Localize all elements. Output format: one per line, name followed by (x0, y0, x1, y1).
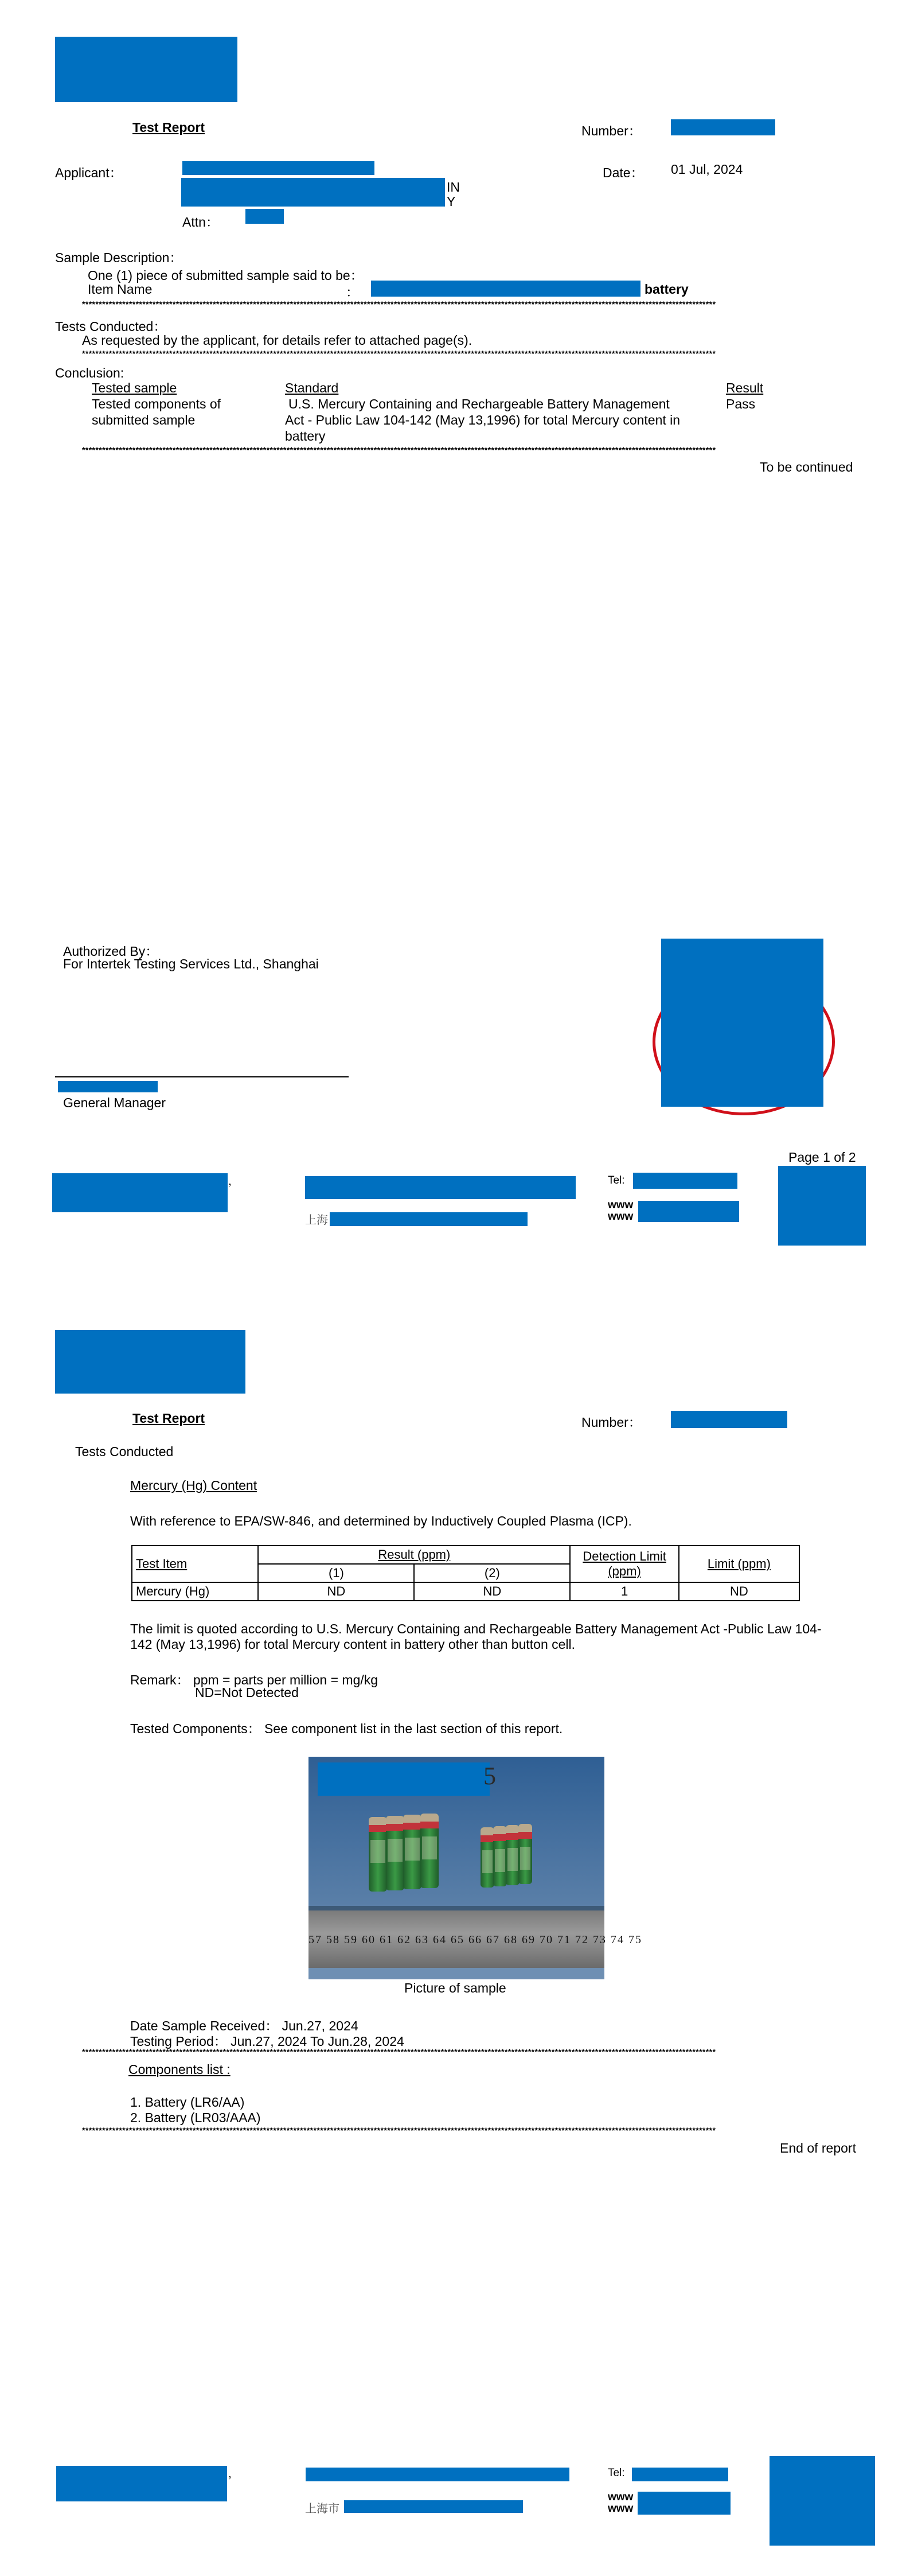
logo-redaction (55, 37, 237, 102)
footer-city-redaction (344, 2500, 523, 2513)
number-redaction (671, 119, 775, 135)
separator-stars: ********************************************************************************************************************************************************************************************* (82, 2047, 716, 2056)
tests-conducted-text: As requested by the applicant, for details refer to attached page(s). (82, 333, 472, 348)
signer-name-redaction (58, 1081, 158, 1092)
reference-text: With reference to EPA/SW-846, and determined by Inductively Coupled Plasma (ICP). (130, 1513, 632, 1528)
limit-note-line2: 142 (May 13,1996) for total Mercury content in battery other than button cell. (130, 1637, 576, 1652)
footer-tel-redaction (633, 1173, 737, 1189)
separator-stars: ********************************************************************************************************************************************************************************************* (82, 349, 716, 358)
item-name-colon: ： (346, 285, 359, 299)
battery-aa (386, 1816, 404, 1890)
battery-aaa (518, 1824, 532, 1884)
col-result: Result (ppm) (258, 1546, 570, 1564)
applicant-suffix-2: Y (447, 194, 456, 209)
footer-www-2: www (608, 1211, 634, 1223)
tested-components-text: Tested Components： See component list in the last section of this report. (130, 1721, 563, 1736)
footer-comma: ， (228, 2468, 239, 2480)
col-result-1: (1) (258, 1564, 414, 1582)
components-list-label: Components list : (128, 2062, 231, 2077)
component-item-2: 2. Battery (LR03/AAA) (130, 2110, 261, 2125)
footer-city-redaction (330, 1212, 528, 1226)
ruler-scale: 57 58 59 60 61 62 63 64 65 66 67 68 69 70 71 72 73 74 75 (308, 1933, 642, 1946)
table-row (132, 1582, 799, 1601)
item-name-suffix: battery (645, 282, 689, 297)
conclusion-sample-line2: submitted sample (92, 413, 196, 427)
col-detection-line2: (ppm) (608, 1564, 641, 1578)
number-redaction (671, 1411, 787, 1428)
photo-tag-digit: 5 (483, 1762, 496, 1790)
attn-redaction (245, 209, 284, 224)
footer-address-redaction (305, 1176, 576, 1199)
footer-comma: ， (228, 1176, 239, 1187)
date-value: 01 Jul, 2024 (671, 162, 743, 177)
footer-www-1: www (608, 2491, 634, 2503)
conclusion-sample-line1: Tested components of (92, 396, 221, 411)
battery-aa (369, 1817, 387, 1892)
for-company: For Intertek Testing Services Ltd., Shanghai (63, 956, 319, 971)
applicant-redaction-1 (182, 161, 374, 175)
footer-tel-redaction (632, 2468, 728, 2481)
authorized-by: Authorized By： (63, 944, 159, 959)
footer-badge-redaction (770, 2456, 875, 2546)
separator-stars: ********************************************************************************************************************************************************************************************* (82, 299, 716, 309)
to-be-continued: To be continued (760, 460, 853, 474)
component-item-1: 1. Battery (LR6/AA) (130, 2095, 245, 2110)
photo-caption: Picture of sample (404, 1980, 506, 1995)
limit-note-line1: The limit is quoted according to U.S. Mercury Containing and Rechargeable Battery Management Act -Public Law 104- (130, 1621, 822, 1636)
battery-aa (403, 1815, 421, 1889)
footer-badge-redaction (778, 1166, 866, 1246)
footer-www-redaction (638, 2492, 731, 2515)
cell-test-item: Mercury (Hg) (132, 1582, 258, 1601)
photo-bottom (308, 1968, 604, 1979)
battery-aaa (481, 1827, 494, 1888)
end-of-report: End of report (780, 2141, 856, 2155)
footer-www-2: www (608, 2503, 634, 2515)
conclusion-result: Pass (726, 396, 756, 411)
conclusion-standard-line2: Act - Public Law 104-142 (May 13,1996) for total Mercury content in (285, 413, 681, 427)
tests-conducted-heading: Tests Conducted (75, 1444, 174, 1459)
signer-title: General Manager (63, 1095, 166, 1110)
separator-stars: ********************************************************************************************************************************************************************************************* (82, 2126, 716, 2135)
attn-label: Attn： (182, 215, 219, 229)
sample-said-text: One (1) piece of submitted sample said to be： (88, 268, 364, 283)
conclusion-header-sample: Tested sample (92, 380, 177, 395)
cell-result-2: ND (414, 1582, 570, 1601)
date-received: Date Sample Received： Jun.27, 2024 (130, 2018, 358, 2033)
cell-limit: ND (679, 1582, 799, 1601)
testing-period: Testing Period： Jun.27, 2024 To Jun.28, 2024 (130, 2034, 404, 2049)
conclusion-header-standard: Standard (285, 380, 339, 395)
report-title: Test Report (132, 1411, 205, 1426)
applicant-redaction-2 (181, 178, 445, 207)
tests-conducted-label: Tests Conducted： (55, 319, 167, 334)
conclusion-standard-line1: U.S. Mercury Containing and Rechargeable Battery Management (288, 396, 670, 411)
footer-logo-redaction (52, 1173, 228, 1212)
item-name-label: Item Name (88, 282, 153, 297)
cell-detection-limit: 1 (570, 1582, 679, 1601)
conclusion-standard-line3: battery (285, 429, 326, 443)
section-title: Mercury (Hg) Content (130, 1478, 257, 1493)
report-title: Test Report (132, 120, 205, 135)
seal-redaction (661, 939, 823, 1107)
footer-logo-redaction (56, 2466, 227, 2501)
applicant-suffix-1: IN (447, 180, 460, 194)
footer-city: 上海市 (305, 2503, 339, 2515)
col-test-item: Test Item (132, 1546, 258, 1582)
footer-www-1: www (608, 1199, 634, 1211)
date-label: Date： (603, 165, 644, 180)
conclusion-label: Conclusion: (55, 365, 124, 380)
separator-stars: ********************************************************************************************************************************************************************************************* (82, 445, 716, 454)
applicant-label: Applicant： (55, 165, 123, 180)
col-limit: Limit (ppm) (679, 1546, 799, 1582)
conclusion-header-result: Result (726, 380, 764, 395)
battery-aaa (493, 1826, 507, 1886)
footer-www-redaction (638, 1201, 739, 1222)
item-name-redaction (371, 281, 640, 297)
number-label: Number： (581, 123, 642, 138)
cell-result-1: ND (258, 1582, 414, 1601)
number-label: Number： (581, 1415, 642, 1430)
footer-address-redaction (306, 2468, 569, 2481)
footer-city: 上海 (305, 1214, 328, 1227)
sample-description-label: Sample Description： (55, 250, 183, 265)
ruler (308, 1910, 642, 1968)
col-detection-limit (570, 1546, 679, 1582)
battery-aaa (506, 1825, 520, 1885)
footer-tel-label: Tel: (608, 1174, 625, 1186)
sample-photo (308, 1757, 642, 1979)
results-table (131, 1545, 800, 1601)
footer-tel-label: Tel: (608, 2467, 625, 2479)
col-result-2: (2) (414, 1564, 570, 1582)
signature-line (55, 1076, 349, 1077)
photo-tag-redaction (318, 1762, 490, 1796)
col-detection-line1: Detection Limit (583, 1549, 666, 1563)
battery-aa (420, 1814, 439, 1888)
remark-line2: ND=Not Detected (195, 1685, 299, 1700)
page-number: Page 1 of 2 (788, 1150, 856, 1165)
logo-redaction (55, 1330, 245, 1394)
remark-line1: Remark： ppm = parts per million = mg/kg (130, 1672, 378, 1687)
